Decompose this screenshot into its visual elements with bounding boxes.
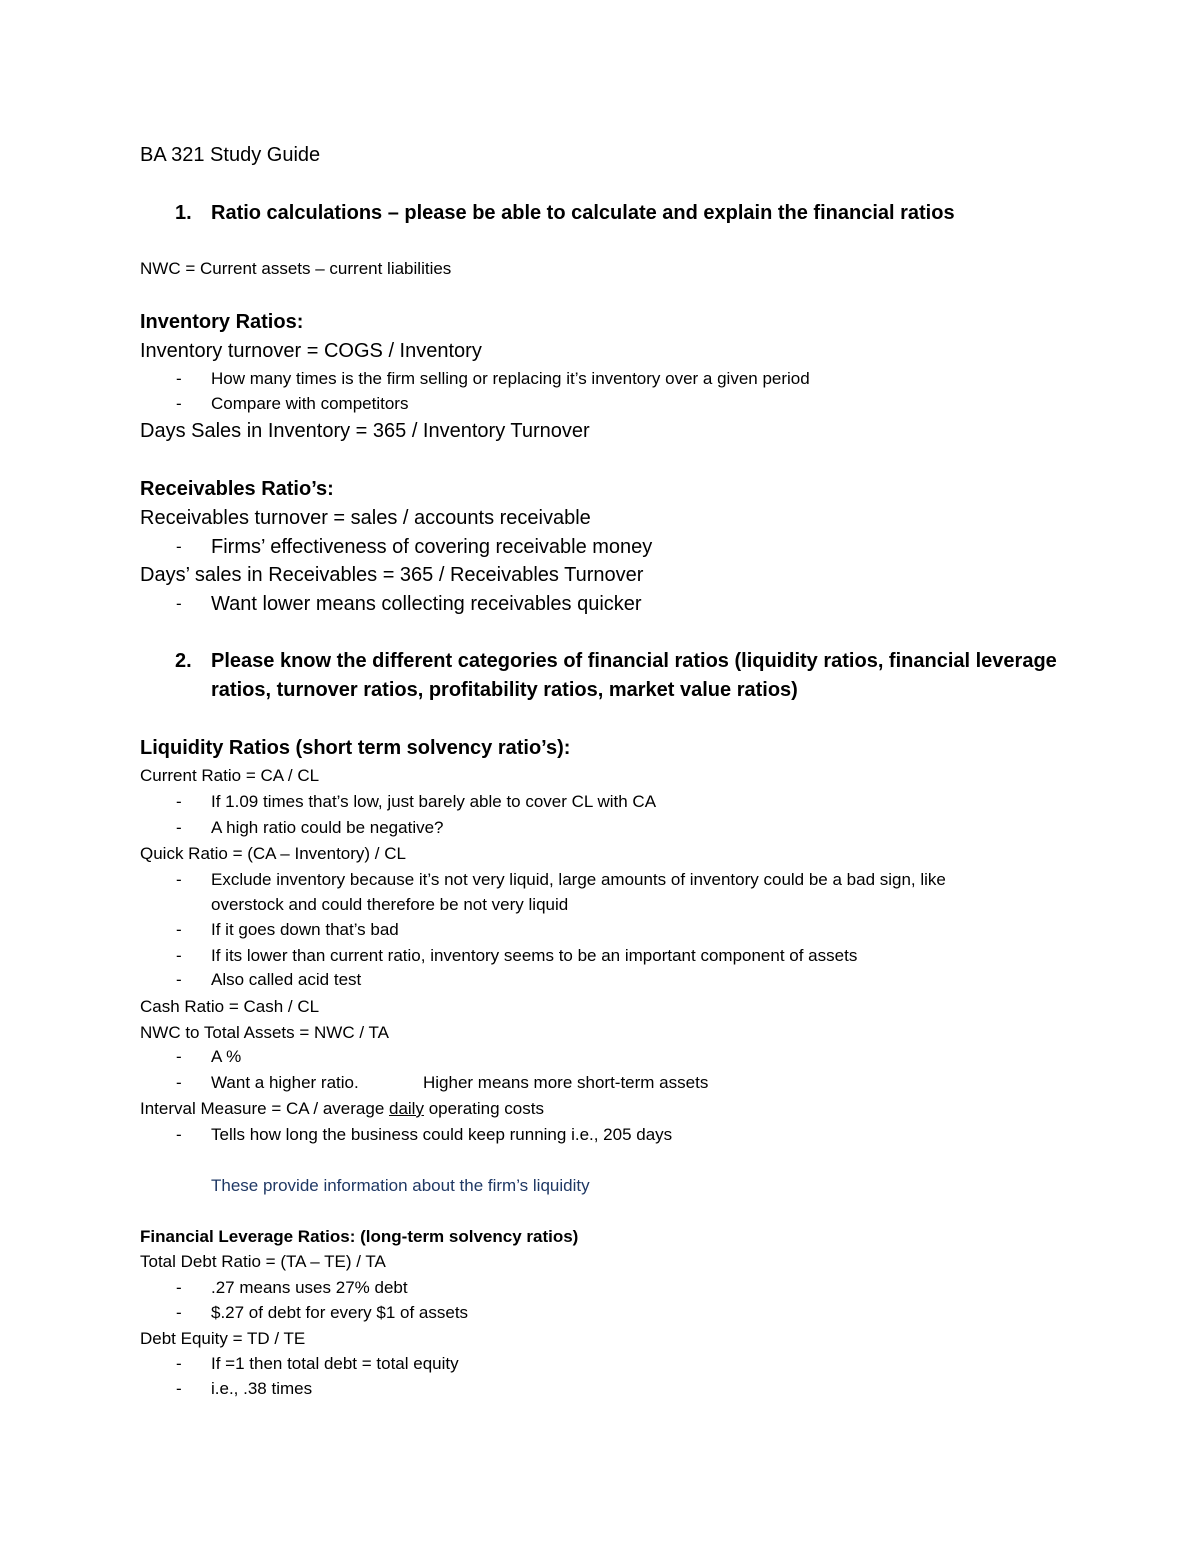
receivables-bullet: Firms’ effectiveness of covering receivable money xyxy=(211,536,653,558)
debt-equity-bullet: i.e., .38 times xyxy=(211,1379,313,1398)
question-2-number: 2. xyxy=(175,650,192,672)
receivables-bullet: Want lower means collecting receivables quicker xyxy=(211,593,642,615)
bullet-dash: - xyxy=(176,1073,182,1092)
nwc-bullet: A % xyxy=(211,1047,242,1066)
receivables-heading: Receivables Ratio’s: xyxy=(140,478,334,500)
bullet-dash: - xyxy=(176,946,182,965)
days-sales-receivables-formula: Days’ sales in Receivables = 365 / Receivables Turnover xyxy=(140,564,644,586)
quick-ratio-bullet: overstock and could therefore be not very liquid xyxy=(211,895,569,914)
cash-ratio-formula: Cash Ratio = Cash / CL xyxy=(140,997,320,1016)
current-ratio-bullet: If 1.09 times that’s low, just barely able to cover CL with CA xyxy=(211,792,657,811)
days-sales-inventory-formula: Days Sales in Inventory = 365 / Inventory Turnover xyxy=(140,420,590,442)
total-debt-bullet: .27 means uses 27% debt xyxy=(211,1278,408,1297)
debt-equity-bullet: If =1 then total debt = total equity xyxy=(211,1354,459,1373)
liquidity-heading: Liquidity Ratios (short term solvency ratio’s): xyxy=(140,737,571,759)
bullet-dash: - xyxy=(176,818,182,837)
debt-equity-formula: Debt Equity = TD / TE xyxy=(140,1329,306,1348)
bullet-dash: - xyxy=(176,1125,182,1144)
document-title: BA 321 Study Guide xyxy=(140,144,321,166)
quick-ratio-bullet: Also called acid test xyxy=(211,970,362,989)
quick-ratio-formula: Quick Ratio = (CA – Inventory) / CL xyxy=(140,844,406,863)
nwc-formula: NWC = Current assets – current liabilities xyxy=(140,259,452,278)
bullet-dash: - xyxy=(176,1047,182,1066)
bullet-dash: - xyxy=(176,1379,182,1398)
bullet-dash: - xyxy=(176,594,182,613)
receivables-turnover-formula: Receivables turnover = sales / accounts receivable xyxy=(140,507,591,529)
interval-measure-underlined: daily xyxy=(389,1099,424,1118)
inventory-bullet: How many times is the firm selling or replacing it’s inventory over a given period xyxy=(211,369,810,388)
liquidity-note: These provide information about the firm’s liquidity xyxy=(211,1176,590,1195)
bullet-dash: - xyxy=(176,1303,182,1322)
inventory-heading: Inventory Ratios: xyxy=(140,311,304,333)
interval-measure-text: Interval Measure = CA / average xyxy=(140,1099,389,1118)
bullet-dash: - xyxy=(176,1354,182,1373)
interval-measure-formula xyxy=(140,1099,544,1119)
bullet-dash: - xyxy=(176,394,182,413)
bullet-dash: - xyxy=(176,970,182,989)
nwc-bullet: Want a higher ratio. xyxy=(211,1073,359,1092)
bullet-dash: - xyxy=(176,920,182,939)
bullet-dash: - xyxy=(176,1278,182,1297)
question-1-number: 1. xyxy=(175,202,192,224)
interval-measure-text: operating costs xyxy=(423,1099,544,1118)
quick-ratio-bullet: If it goes down that’s bad xyxy=(211,920,399,939)
question-2-text: ratios, turnover ratios, profitability ratios, market value ratios) xyxy=(211,679,798,701)
bullet-dash: - xyxy=(176,369,182,388)
quick-ratio-bullet: Exclude inventory because it’s not very liquid, large amounts of inventory could be a bad sign, like xyxy=(211,870,946,889)
question-1-text: Ratio calculations – please be able to calculate and explain the financial ratios xyxy=(211,202,955,224)
question-2-text: Please know the different categories of financial ratios (liquidity ratios, financial leverage xyxy=(211,650,1057,672)
nwc-bullet-note: Higher means more short-term assets xyxy=(423,1073,709,1092)
total-debt-ratio-formula: Total Debt Ratio = (TA – TE) / TA xyxy=(140,1252,386,1271)
bullet-dash: - xyxy=(176,870,182,889)
interval-measure-bullet: Tells how long the business could keep running i.e., 205 days xyxy=(211,1125,673,1144)
bullet-dash: - xyxy=(176,792,182,811)
quick-ratio-bullet: If its lower than current ratio, inventory seems to be an important component of assets xyxy=(211,946,858,965)
current-ratio-bullet: A high ratio could be negative? xyxy=(211,818,444,837)
total-debt-bullet: $.27 of debt for every $1 of assets xyxy=(211,1303,469,1322)
bullet-dash: - xyxy=(176,537,182,556)
inventory-turnover-formula: Inventory turnover = COGS / Inventory xyxy=(140,340,482,362)
inventory-bullet: Compare with competitors xyxy=(211,394,409,413)
nwc-to-total-assets-formula: NWC to Total Assets = NWC / TA xyxy=(140,1023,389,1042)
current-ratio-formula: Current Ratio = CA / CL xyxy=(140,766,320,785)
leverage-heading: Financial Leverage Ratios: (long-term solvency ratios) xyxy=(140,1227,579,1246)
